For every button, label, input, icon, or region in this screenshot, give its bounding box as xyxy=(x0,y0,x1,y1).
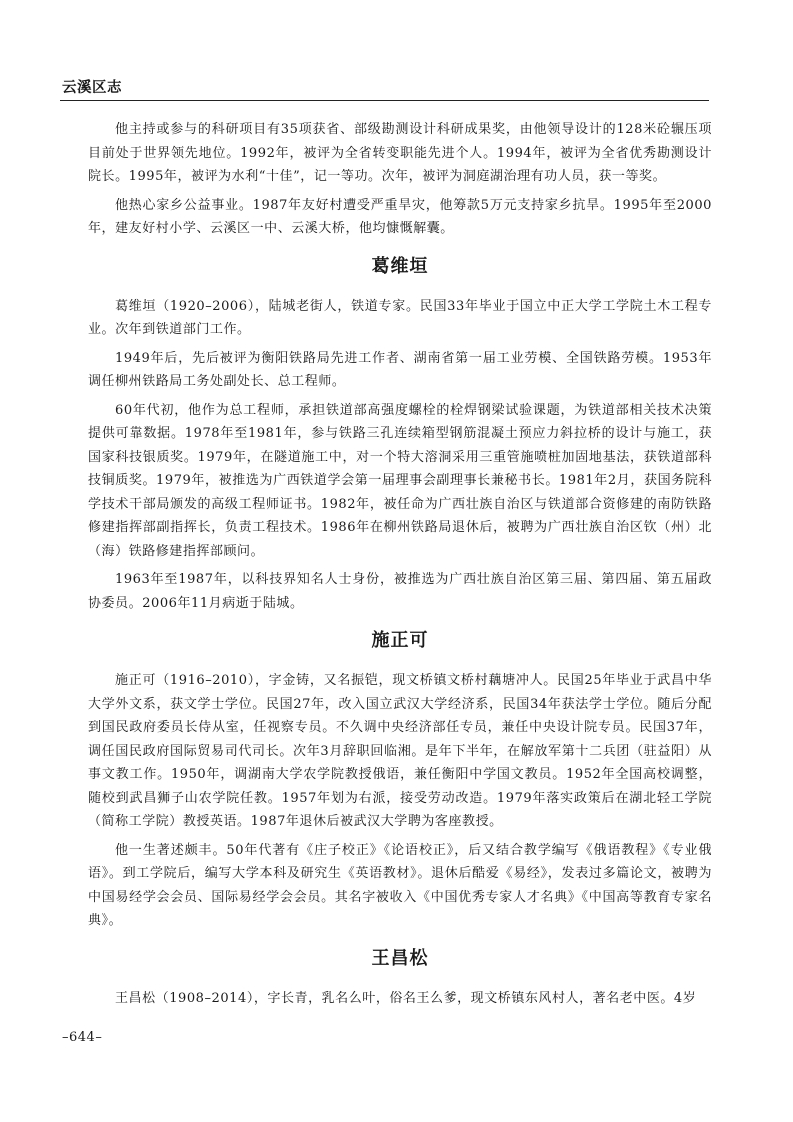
header-divider xyxy=(60,100,709,101)
page-number: –644– xyxy=(62,1030,103,1045)
body-paragraph: 葛维垣（1920–2006），陆城老街人，铁道专家。民国33年毕业于国立中正大学工学院土木工程专业。次年到铁道部门工作。 xyxy=(88,298,712,337)
body-paragraph: 1963年至1987年，以科技界知名人士身份，被推选为广西壮族自治区第三届、第四届、第五届政协委员。2006年11月病逝于陆城。 xyxy=(88,572,712,611)
biography-heading: 葛维垣 xyxy=(371,255,429,277)
biography-heading: 王昌松 xyxy=(371,947,429,969)
body-paragraph: 他一生著述颇丰。50年代著有《庄子校正》《论语校正》，后又结合教学编写《俄语教程》《专业俄语》。到工学院后，编写大学本科及研究生《英语教材》。退休后酷爱《易经》，发表过多篇论文，被聘为中国易经学会会员、国际易经学会会员。其名字被收入《中国优秀专家人才名典》《中国高等教育专家名典》。 xyxy=(88,842,712,928)
body-paragraph: 施正可（1916–2010），字金铸，又名振铠，现文桥镇文桥村藕塘冲人。民国25年毕业于武昌中华大学外文系，获文学士学位。民国27年，改入国立武汉大学经济系，民国34年获法学士学位。随后分配到国民政府委员长侍从室，任视察专员。不久调中央经济部任专员，兼任中央设计院专员。民国37年，调任国民政府国际贸易司代司长。次年3月辞职回临湘。是年下半年，在解放军第十二兵团（驻益阳）从事文教工作。1950年，调湖南大学农学院教授俄语，兼任衡阳中学国文教员。1952年全国高校调整，随校到武昌狮子山农学院任教。1957年划为右派，接受劳动改造。1979年落实政策后在湖北轻工学院（简称工学院）教授英语。1987年退休后被武汉大学聘为客座教授。 xyxy=(88,673,712,829)
body-paragraph: 他主持或参与的科研项目有35项获省、部级勘测设计科研成果奖，由他领导设计的128米砼辗压项目前处于世界领先地位。1992年，被评为全省转变职能先进个人。1994年，被评为全省优秀勘测设计院长。1995年，被评为水利“十佳”，记一等功。次年，被评为洞庭湖治理有功人员，获一等奖。 xyxy=(88,122,712,184)
biography-heading: 施正可 xyxy=(371,630,429,651)
body-paragraph: 1949年后，先后被评为衡阳铁路局先进工作者、湖南省第一届工业劳模、全国铁路劳模。1953年调任柳州铁路局工务处副处长、总工程师。 xyxy=(88,350,712,389)
body-paragraph: 王昌松（1908–2014），字长青，乳名么叶，俗名王么爹，现文桥镇东风村人，著名老中医。4岁 xyxy=(115,990,697,1006)
body-paragraph: 60年代初，他作为总工程师，承担铁道部高强度螺栓的栓焊钢梁试验课题，为铁道部相关技术决策提供可靠数据。1978年至1981年，参与铁路三孔连续箱型钢筋混凝土预应力斜拉桥的设计与施工，获国家科技银质奖。1979年，在隧道施工中，对一个特大溶洞采用三重管施喷桩加固地基法，获铁道部科技铜质奖。1979年，被推选为广西铁道学会第一届理事会副理事长兼秘书长。1981年2月，获国务院科学技术干部局颁发的高级工程师证书。1982年，被任命为广西壮族自治区与铁道部合资修建的南防铁路修建指挥部副指挥长，负责工程技术。1986年在柳州铁路局退休后，被聘为广西壮族自治区钦（州）北（海）铁路修建指挥部顾问。 xyxy=(88,402,712,559)
body-paragraph: 他热心家乡公益事业。1987年友好村遭受严重旱灾，他筹款5万元支持家乡抗旱。1995年至2000年，建友好村小学、云溪区一中、云溪大桥，他均慷慨解囊。 xyxy=(88,197,712,236)
page-body xyxy=(88,118,712,1015)
running-header-title: 云溪区志 xyxy=(62,80,122,96)
